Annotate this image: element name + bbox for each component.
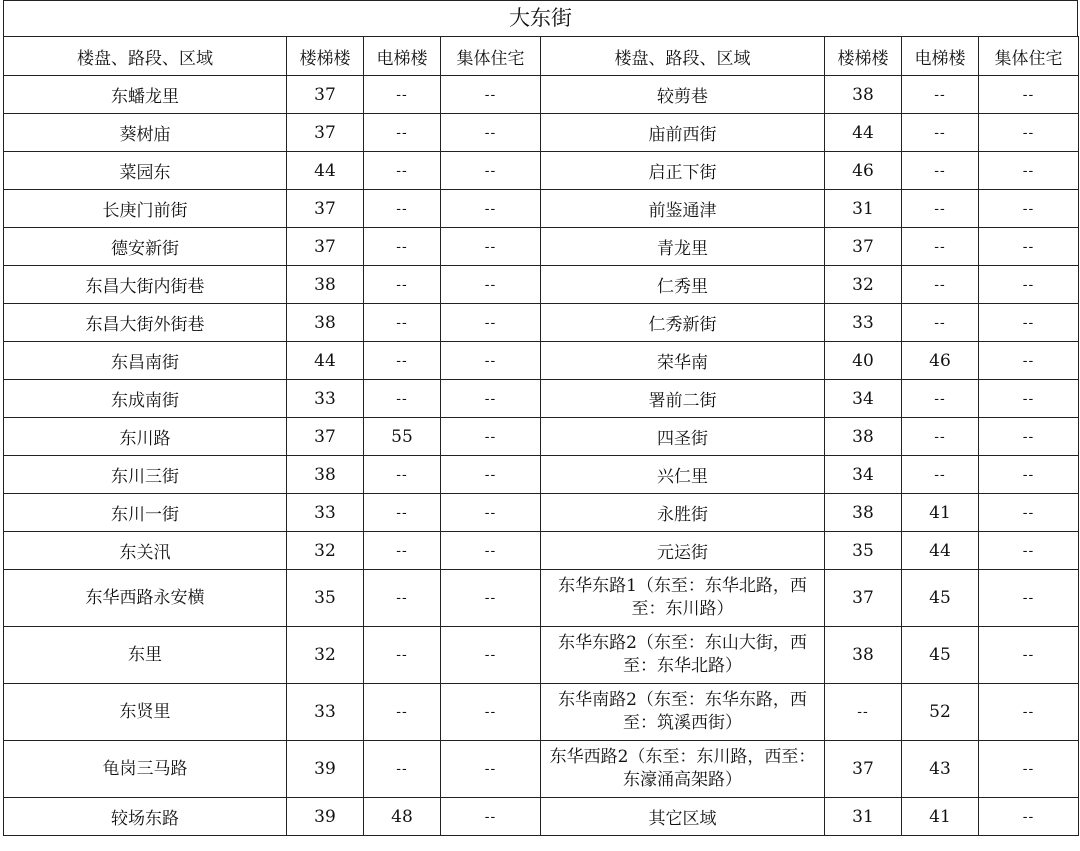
- cell-stair: 39: [287, 741, 364, 798]
- cell-area: 德安新街: [4, 228, 287, 266]
- cell-collective: --: [979, 532, 1079, 570]
- cell-elevator: --: [364, 741, 441, 798]
- table-row: [4, 627, 1079, 684]
- cell-stair: 32: [287, 627, 364, 684]
- cell-collective: --: [979, 380, 1079, 418]
- cell-area: 较剪巷: [541, 76, 825, 114]
- cell-stair: 37: [287, 418, 364, 456]
- table-row: [4, 532, 1079, 570]
- cell-area: 东华西路2（东至：东川路，西至：东濠涌高架路）: [541, 741, 825, 798]
- table-row: [4, 418, 1079, 456]
- cell-stair: 37: [287, 190, 364, 228]
- cell-stair: 34: [825, 456, 902, 494]
- table-row: [4, 494, 1079, 532]
- cell-elevator: --: [364, 76, 441, 114]
- cell-elevator: --: [364, 570, 441, 627]
- cell-collective: --: [979, 190, 1079, 228]
- cell-elevator: 55: [364, 418, 441, 456]
- cell-elevator: --: [364, 684, 441, 741]
- cell-area: 东川一街: [4, 494, 287, 532]
- cell-collective: --: [979, 152, 1079, 190]
- cell-collective: --: [979, 627, 1079, 684]
- cell-elevator: 43: [902, 741, 979, 798]
- cell-stair: 31: [825, 190, 902, 228]
- table-row: [4, 114, 1079, 152]
- cell-elevator: --: [364, 342, 441, 380]
- cell-collective: --: [441, 418, 541, 456]
- cell-elevator: 52: [902, 684, 979, 741]
- cell-stair: 44: [825, 114, 902, 152]
- cell-area: 较场东路: [4, 798, 287, 836]
- cell-area: 青龙里: [541, 228, 825, 266]
- table-row: [4, 266, 1079, 304]
- cell-stair: 38: [825, 76, 902, 114]
- cell-collective: --: [441, 684, 541, 741]
- cell-elevator: --: [902, 76, 979, 114]
- cell-stair: 44: [287, 342, 364, 380]
- cell-elevator: --: [902, 228, 979, 266]
- table-row: [4, 570, 1079, 627]
- cell-stair: 40: [825, 342, 902, 380]
- cell-stair: 33: [287, 380, 364, 418]
- cell-stair: 38: [287, 266, 364, 304]
- cell-stair: 32: [825, 266, 902, 304]
- cell-area: 永胜街: [541, 494, 825, 532]
- cell-elevator: 46: [902, 342, 979, 380]
- cell-area: 庙前西街: [541, 114, 825, 152]
- cell-collective: --: [979, 570, 1079, 627]
- col-header-stair: 楼梯楼: [287, 37, 364, 76]
- cell-elevator: --: [902, 456, 979, 494]
- cell-stair: 37: [287, 114, 364, 152]
- cell-area: 葵树庙: [4, 114, 287, 152]
- cell-elevator: --: [364, 190, 441, 228]
- col-header-area: 楼盘、路段、区域: [541, 37, 825, 76]
- cell-stair: 35: [825, 532, 902, 570]
- cell-elevator: --: [902, 304, 979, 342]
- cell-area: 东华东路1（东至：东华北路，西至：东川路）: [541, 570, 825, 627]
- cell-area: 菜园东: [4, 152, 287, 190]
- cell-area: 东蟠龙里: [4, 76, 287, 114]
- cell-stair: 44: [287, 152, 364, 190]
- cell-stair: 38: [825, 418, 902, 456]
- cell-area: 四圣街: [541, 418, 825, 456]
- col-header-area: 楼盘、路段、区域: [4, 37, 287, 76]
- cell-collective: --: [979, 741, 1079, 798]
- table-row: [4, 76, 1079, 114]
- cell-area: 署前二街: [541, 380, 825, 418]
- cell-elevator: --: [364, 228, 441, 266]
- cell-collective: --: [441, 190, 541, 228]
- cell-stair: 46: [825, 152, 902, 190]
- cell-stair: 37: [825, 228, 902, 266]
- cell-elevator: 41: [902, 798, 979, 836]
- cell-stair: 37: [287, 228, 364, 266]
- cell-collective: --: [979, 456, 1079, 494]
- sheet-title: 大东街: [3, 0, 1078, 36]
- table-row: [4, 684, 1079, 741]
- cell-collective: --: [979, 684, 1079, 741]
- cell-collective: --: [441, 152, 541, 190]
- cell-area: 东昌大街外街巷: [4, 304, 287, 342]
- cell-elevator: --: [902, 266, 979, 304]
- cell-area: 东华东路2（东至：东山大街，西至：东华北路）: [541, 627, 825, 684]
- cell-area: 东川三街: [4, 456, 287, 494]
- table-row: [4, 456, 1079, 494]
- cell-collective: --: [441, 266, 541, 304]
- cell-elevator: --: [364, 532, 441, 570]
- cell-collective: --: [441, 228, 541, 266]
- cell-collective: --: [979, 798, 1079, 836]
- table-row: [4, 228, 1079, 266]
- cell-collective: --: [441, 532, 541, 570]
- cell-area: 兴仁里: [541, 456, 825, 494]
- cell-collective: --: [979, 228, 1079, 266]
- cell-collective: --: [441, 456, 541, 494]
- cell-elevator: 44: [902, 532, 979, 570]
- cell-collective: --: [441, 741, 541, 798]
- cell-stair: 33: [825, 304, 902, 342]
- table-row: [4, 190, 1079, 228]
- cell-collective: --: [441, 342, 541, 380]
- header-row: [4, 37, 1079, 76]
- cell-elevator: --: [364, 627, 441, 684]
- cell-collective: --: [441, 494, 541, 532]
- cell-collective: --: [979, 342, 1079, 380]
- cell-elevator: 41: [902, 494, 979, 532]
- cell-collective: --: [979, 418, 1079, 456]
- cell-area: 东昌南街: [4, 342, 287, 380]
- cell-stair: 39: [287, 798, 364, 836]
- cell-collective: --: [979, 266, 1079, 304]
- cell-elevator: --: [364, 152, 441, 190]
- cell-area: 东华南路2（东至：东华东路，西至：筑溪西街）: [541, 684, 825, 741]
- cell-stair: 33: [287, 684, 364, 741]
- cell-area: 东昌大街内街巷: [4, 266, 287, 304]
- cell-elevator: --: [902, 190, 979, 228]
- cell-stair: 31: [825, 798, 902, 836]
- cell-stair: --: [825, 684, 902, 741]
- table-row: [4, 380, 1079, 418]
- cell-elevator: --: [902, 418, 979, 456]
- cell-elevator: --: [364, 494, 441, 532]
- cell-collective: --: [441, 114, 541, 152]
- cell-stair: 37: [825, 570, 902, 627]
- cell-elevator: --: [364, 114, 441, 152]
- cell-area: 仁秀新街: [541, 304, 825, 342]
- cell-stair: 38: [287, 304, 364, 342]
- col-header-elevator: 电梯楼: [902, 37, 979, 76]
- cell-stair: 34: [825, 380, 902, 418]
- cell-elevator: 48: [364, 798, 441, 836]
- cell-area: 东关汛: [4, 532, 287, 570]
- cell-collective: --: [441, 570, 541, 627]
- price-table: [3, 36, 1079, 836]
- cell-collective: --: [441, 627, 541, 684]
- cell-stair: 37: [825, 741, 902, 798]
- cell-elevator: --: [364, 266, 441, 304]
- cell-stair: 32: [287, 532, 364, 570]
- cell-area: 长庚门前街: [4, 190, 287, 228]
- col-header-elevator: 电梯楼: [364, 37, 441, 76]
- cell-elevator: 45: [902, 570, 979, 627]
- cell-elevator: --: [902, 114, 979, 152]
- price-sheet: [3, 0, 1078, 836]
- cell-area: 东华西路永安横: [4, 570, 287, 627]
- cell-area: 荣华南: [541, 342, 825, 380]
- cell-collective: --: [979, 494, 1079, 532]
- cell-collective: --: [441, 380, 541, 418]
- col-header-collective: 集体住宅: [979, 37, 1079, 76]
- col-header-collective: 集体住宅: [441, 37, 541, 76]
- cell-area: 其它区域: [541, 798, 825, 836]
- cell-stair: 37: [287, 76, 364, 114]
- cell-elevator: --: [902, 380, 979, 418]
- table-row: [4, 798, 1079, 836]
- col-header-stair: 楼梯楼: [825, 37, 902, 76]
- cell-area: 元运街: [541, 532, 825, 570]
- cell-stair: 38: [825, 494, 902, 532]
- table-row: [4, 342, 1079, 380]
- cell-area: 龟岗三马路: [4, 741, 287, 798]
- cell-collective: --: [441, 76, 541, 114]
- cell-collective: --: [441, 304, 541, 342]
- cell-area: 东贤里: [4, 684, 287, 741]
- cell-elevator: --: [364, 456, 441, 494]
- cell-stair: 33: [287, 494, 364, 532]
- cell-collective: --: [441, 798, 541, 836]
- cell-collective: --: [979, 76, 1079, 114]
- cell-stair: 38: [825, 627, 902, 684]
- cell-elevator: 45: [902, 627, 979, 684]
- cell-elevator: --: [902, 152, 979, 190]
- cell-collective: --: [979, 114, 1079, 152]
- cell-stair: 35: [287, 570, 364, 627]
- cell-area: 东里: [4, 627, 287, 684]
- cell-collective: --: [979, 304, 1079, 342]
- cell-elevator: --: [364, 304, 441, 342]
- table-row: [4, 152, 1079, 190]
- cell-elevator: --: [364, 380, 441, 418]
- cell-stair: 38: [287, 456, 364, 494]
- cell-area: 启正下街: [541, 152, 825, 190]
- table-row: [4, 304, 1079, 342]
- cell-area: 前鉴通津: [541, 190, 825, 228]
- cell-area: 东成南街: [4, 380, 287, 418]
- cell-area: 仁秀里: [541, 266, 825, 304]
- cell-area: 东川路: [4, 418, 287, 456]
- table-row: [4, 741, 1079, 798]
